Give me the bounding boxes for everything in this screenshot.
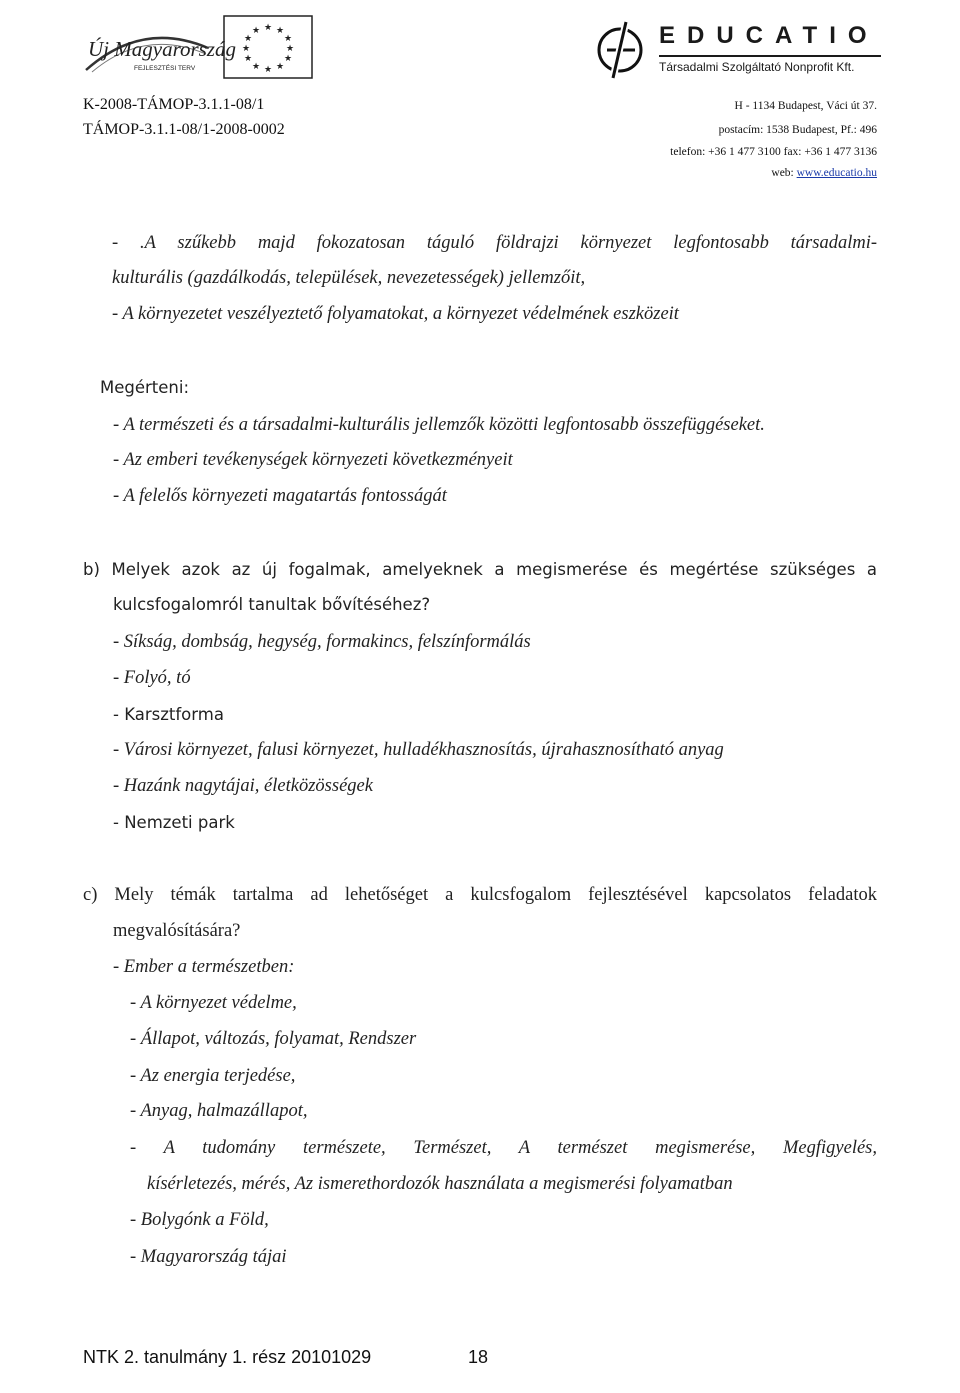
- svg-text:★: ★: [275, 26, 285, 36]
- topic-item-1: - A környezet védelme,: [130, 993, 297, 1013]
- svg-text:★: ★: [263, 65, 273, 75]
- goal-line-1: - .A szűkebb majd fokozatosan táguló földrajzi környezet legfontosabb társadalmi-: [112, 233, 877, 253]
- concept-item-6: - Nemzeti park: [113, 813, 235, 832]
- svg-text:★: ★: [241, 44, 251, 54]
- web-label: web:: [771, 167, 797, 179]
- concept-item-3: - Karsztforma: [113, 705, 224, 724]
- goal-line-3: - A környezetet veszélyeztető folyamatokat, a környezet védelmének eszközeit: [112, 304, 679, 324]
- svg-text:★: ★: [263, 23, 273, 33]
- address-line: H - 1134 Budapest, Váci út 37.: [734, 100, 877, 112]
- question-b-line-2: kulcsfogalomról tanultak bővítéséhez?: [113, 595, 431, 614]
- topic-item-7: - Magyarország tájai: [130, 1247, 287, 1267]
- question-c-line-1: c) Mely témák tartalma ad lehetőséget a kulcsfogalom fejlesztésével kapcsolatos feladatok: [83, 885, 877, 905]
- educatio-tagline: Társadalmi Szolgáltató Nonprofit Kft.: [659, 60, 855, 74]
- web-line: [771, 167, 877, 179]
- svg-text:★: ★: [251, 62, 261, 72]
- svg-text:Új Magyarország: Új Magyarország: [88, 37, 236, 61]
- topic-item-4: - Anyag, halmazállapot,: [130, 1101, 308, 1121]
- website-link[interactable]: www.educatio.hu: [796, 167, 877, 179]
- topic-group-heading: - Ember a természetben:: [113, 957, 295, 977]
- educatio-logo: [593, 18, 883, 80]
- page-number: 18: [468, 1347, 489, 1367]
- understand-item-2: - Az emberi tevékenységek környezeti következményeit: [113, 450, 513, 470]
- educatio-divider: [659, 55, 881, 57]
- topic-item-5-continued: kísérletezés, mérés, Az ismerethordozók használata a megismerési folyamatban: [147, 1174, 733, 1194]
- uj-magyarorszag-logo: [82, 18, 236, 78]
- concept-item-2: - Folyó, tó: [113, 668, 191, 688]
- svg-text:★: ★: [275, 62, 285, 72]
- project-code-2: TÁMOP-3.1.1-08/1-2008-0002: [83, 121, 285, 138]
- concept-item-1: - Síkság, dombság, hegység, formakincs, felszínformálás: [113, 632, 531, 652]
- understand-item-1: - A természeti és a társadalmi-kulturális jellemzők közötti legfontosabb összefüggéseket.: [113, 415, 765, 435]
- educatio-wordmark: EDUCATIO: [659, 22, 879, 49]
- question-b-line-1: b) Melyek azok az új fogalmak, amelyeknek a megismerése és megértése szükséges a: [83, 560, 877, 579]
- postal-line: postacím: 1538 Budapest, Pf.: 496: [718, 124, 877, 136]
- megerteni-heading: Megérteni:: [100, 378, 190, 397]
- concept-item-4: - Városi környezet, falusi környezet, hulladékhasznosítás, újrahasznosítható anyag: [113, 740, 724, 760]
- concept-item-5: - Hazánk nagytájai, életközösségek: [113, 776, 373, 796]
- svg-text:★: ★: [283, 54, 293, 64]
- footer-document-label: NTK 2. tanulmány 1. rész 20101029: [83, 1347, 372, 1367]
- question-c-line-2: megvalósítására?: [113, 921, 241, 941]
- goal-line-2: kulturális (gazdálkodás, települések, nevezetességek) jellemzőit,: [112, 268, 586, 288]
- topic-item-2: - Állapot, változás, folyamat, Rendszer: [130, 1029, 417, 1049]
- svg-text:★: ★: [283, 34, 293, 44]
- eu-flag-logo: [222, 14, 314, 80]
- topic-item-5: - A tudomány természete, Természet, A természet megismerése, Megfigyelés,: [130, 1138, 877, 1158]
- svg-text:FEJLESZTÉSI TERV: FEJLESZTÉSI TERV: [134, 65, 196, 72]
- topic-item-3: - Az energia terjedése,: [130, 1066, 296, 1086]
- svg-text:★: ★: [243, 54, 253, 64]
- topic-item-6: - Bolygónk a Föld,: [130, 1210, 269, 1230]
- project-code-1: K-2008-TÁMOP-3.1.1-08/1: [83, 96, 265, 113]
- svg-text:★: ★: [285, 44, 295, 54]
- phone-fax-line: telefon: +36 1 477 3100 fax: +36 1 477 3136: [670, 146, 877, 158]
- svg-text:★: ★: [243, 34, 253, 44]
- svg-text:★: ★: [251, 26, 261, 36]
- understand-item-3: - A felelős környezeti magatartás fontosságát: [113, 486, 447, 506]
